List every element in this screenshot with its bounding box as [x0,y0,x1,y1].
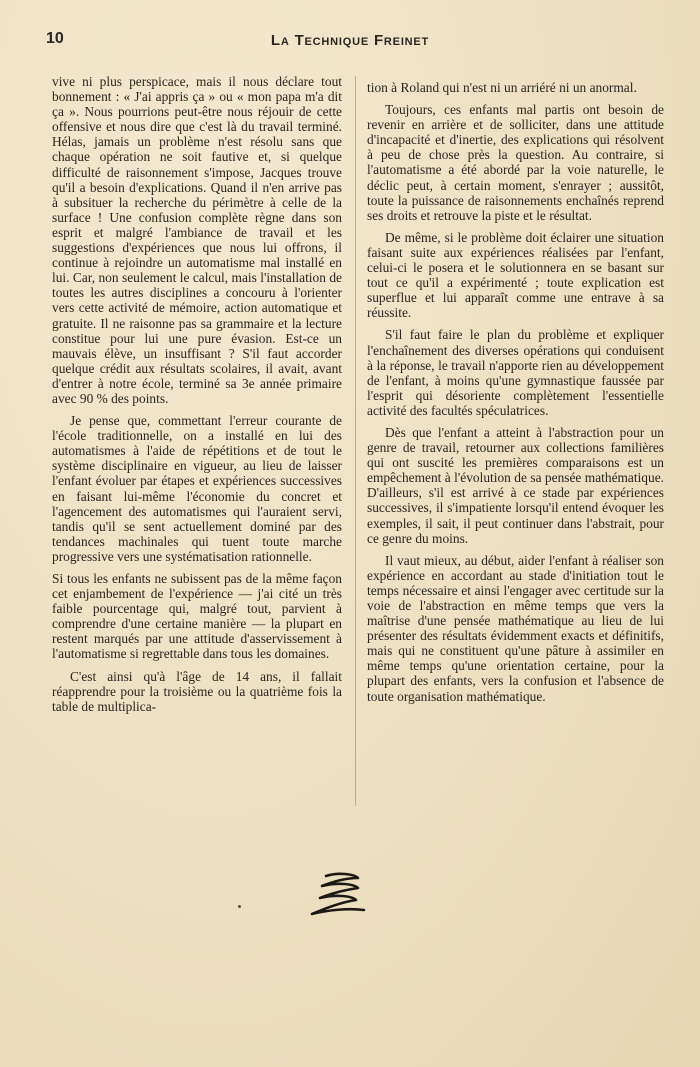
paragraph: Toujours, ces enfants mal partis ont besoin de revenir en arrière et de solliciter, dans une attitude d'incapacité et d'inertie, des explications qui résolvent à peu de chose près la question. Au contraire, si l'automatisme a été abordé par la voie naturelle, le déclic peut, à certain moment, s'enrayer ; aussitôt, toute la puissance de raisonnements enchaînés reprend ses droits et retrouve la piste et le résultat. [367,102,664,223]
paragraph: Si tous les enfants ne subissent pas de la même façon cet enjambement de l'expérience — j'ai cité un très faible pourcentage qui, malgré tout, parvient à comprendre d'une certaine manière — la plupart en restent marqués par une attitude d'asservissement à l'automatisme si regrettable dans tous les domaines. [52,571,342,662]
paragraph: S'il faut faire le plan du problème et expliquer l'enchaînement des diverses opérations qui conduisent à la réponse, le travail n'apporte rien au développement de l'enfant, à moins qu'une gymnastique faussée par l'esprit qui désoriente complètement l'essentielle activité des facultés spéculatrices. [367,327,664,418]
column-divider [355,76,356,806]
paragraph: Il vaut mieux, au début, aider l'enfant à réaliser son expérience en accordant au stade d'initiation tout le temps nécessaire et ainsi l'engager avec certitude sur la voie de l'abstraction en même temps que vers la maîtrise d'une pensée mathématique au lieu de lui présenter des résultats évidemment exacts et définitifs, mais qui ne constituent qu'une pâture à assimiler en même temps qu'une orientation certaine, pour la plupart des enfants, vers la confusion et l'absence de toute organisation mathématique. [367,552,664,704]
paragraph: De même, si le problème doit éclairer une situation faisant suite aux expériences réalisées par l'enfant, celui-ci le posera et le solutionnera en se basant sur tout ce qu'il a expérimenté ; toute explication est superflue et lui apparaît comme une entrave à sa réussite. [367,229,664,321]
paragraph: Dès que l'enfant a atteint à l'abstraction pour un genre de travail, retourner aux collections familières qui ont suscité les premières comparaisons est un empêchement à l'évolution de sa pensée mathématique. D'ailleurs, s'il est arrivé à ce stade par expériences successives, il s'impatiente lorsqu'il entend évoquer les exemples, il sait, il peut continuer dans l'abstrait, pour ce genre du moins. [367,424,664,546]
running-title: La Technique Freinet [270,32,430,49]
paragraph: C'est ainsi qu'à l'âge de 14 ans, il fallait réapprendre pour la troisième ou la quatrième fois la table de multiplica- [52,668,342,714]
page-header [0,30,700,54]
paragraph: vive ni plus perspicace, mais il nous déclare tout bonnement : « J'ai appris ça » ou « mon papa m'a dit ça ». Nous pourrions peut-être nous réjouir de cette offensive et nous dire que c'est là du travail terminé. Hélas, jamais un problème n'est résolu sans que chaque opération ne soit fautive et, si quelque difficulté de raisonnement s'impose, Jacques trouve qu'il a besoin d'explications. Quand il n'en arrive pas à subsituer la recherche du périmètre à celle de la surface ! Une confusion complète règne dans son esprit et malgré l'ambiance de travail et les suggestions d'expériences que nous lui offrons, il continue à rejoindre un automatisme mal installé en lui. Car, non seulement le calcul, mais l'installation de toutes les autres disciplines a concouru à l'orienter vers cette activité de mémoire, action automatique et gratuite. Il ne raisonne pas sa grammaire et la lecture constitue pour lui une pure évasion. Est-ce un mauvais élève, un insuffisant ? S'il faut accorder quelque crédit aux résultats scolaires, il avait, avant d'entrer à notre école, terminé sa 3e année primaire avec 90 % des points. [52,74,342,406]
right-column [367,80,664,711]
paragraph: Je pense que, commettant l'erreur courante de l'école traditionnelle, on a installé en lui des automatismes à l'aide de répétitions et de tout le système disciplinaire en vigueur, au lieu de laisser l'enfant évoluer par étapes et expériences successives en faisant lui-même l'économie du concret et l'agencement des automatismes qui l'auraient servi, tandis qu'il se sent actuellement dominé par des tendances machinales qui tuent toute marche progressive vers une systématisation rationnelle. [52,413,342,564]
left-column [52,74,342,721]
page-number: 10 [46,30,64,47]
spring-flourish-icon [308,870,368,920]
paragraph: tion à Roland qui n'est ni un arriéré ni un anormal. [367,80,637,95]
ink-speck [238,905,241,908]
